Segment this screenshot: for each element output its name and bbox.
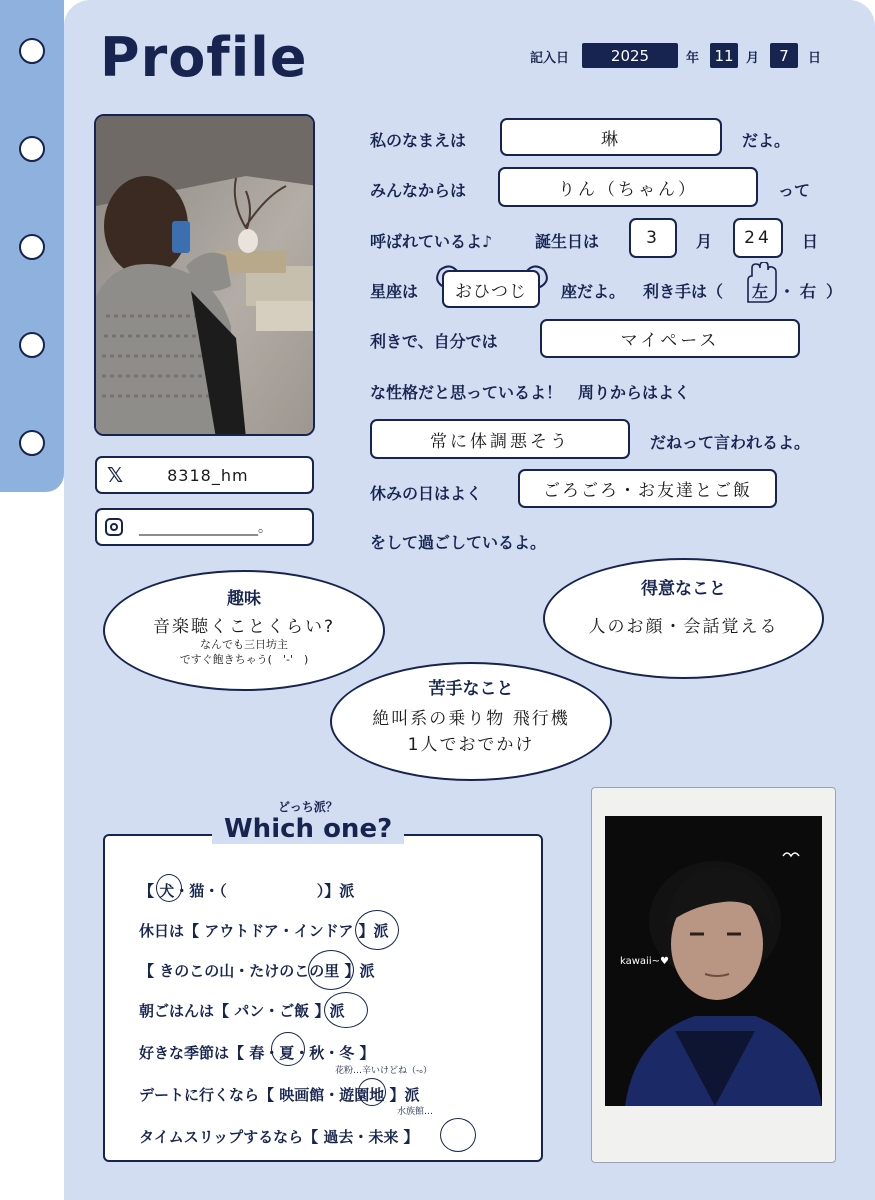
choice-circle (358, 1078, 386, 1106)
birth-month-field: 3 (629, 218, 677, 258)
birth-day-field: 24 (733, 218, 783, 258)
date-label: 記入日 (530, 51, 570, 66)
profile-photo (94, 114, 315, 436)
holiday-suffix: をして過ごしているよ。 (370, 533, 547, 552)
bad-at-bubble (330, 662, 612, 781)
instagram-logo-icon (105, 518, 123, 536)
binder-hole (19, 38, 45, 64)
day-unit: 日 (808, 51, 822, 66)
personality-field: マイペース (540, 319, 800, 358)
which-row: デートに行くなら【 映画館・遊園地 】派 (139, 1086, 420, 1104)
x-handle: 8318_hm (167, 465, 249, 485)
choice-circle (440, 1118, 476, 1152)
choice-circle (355, 910, 399, 950)
which-one-title: Which one? (212, 814, 404, 844)
year-unit: 年 (686, 51, 700, 66)
hobby-heading: 趣味 (227, 589, 261, 609)
season-note: 花粉…辛いけどね（-ₒ） (335, 1066, 432, 1076)
which-row: 【 きのこの山・たけのこの里 】派 (139, 962, 375, 980)
instagram-account-box[interactable] (95, 508, 314, 546)
binder-hole (19, 234, 45, 260)
called-text: 呼ばれているよ♪ (370, 232, 493, 251)
zodiac-prefix: 星座は (370, 282, 419, 301)
hand-label: 利き手は（ (643, 282, 724, 301)
name-suffix: だよ。 (742, 131, 791, 150)
hand-close: ） (826, 282, 843, 301)
birthday-label: 誕生日は (535, 232, 600, 251)
hand-left: 左 (752, 282, 769, 301)
date-day: 7 (770, 43, 798, 68)
choice-circle (271, 1032, 305, 1066)
name-field: 琳 (500, 118, 722, 156)
others-suffix: だねって言われるよ。 (650, 433, 811, 452)
nickname-prefix: みんなからは (370, 181, 467, 200)
holiday-field: ごろごろ・お友達とご飯 (518, 469, 777, 508)
holiday-prefix: 休みの日はよく (370, 484, 483, 503)
good-at-bubble (543, 558, 824, 679)
x-logo-icon: 𝕏 (107, 463, 124, 487)
personality-suffix: な性格だと思っているよ！ 周りからはよく (370, 383, 691, 402)
which-row: 【 犬・猫・（ ）】派 (139, 882, 355, 900)
hand-right: 右 (800, 282, 817, 301)
month-unit: 月 (746, 51, 760, 66)
zodiac-field: おひつじ (442, 270, 540, 308)
hobby-sub2: ですぐ飽きちゃう( '-' ) (179, 653, 309, 666)
good-at-text: 人のお顔・会話覚える (588, 617, 779, 637)
binder-hole (19, 430, 45, 456)
personality-prefix: 利きで、自分では (370, 332, 498, 351)
choice-circle (324, 992, 368, 1028)
hobby-sub1: なんでも三日坊主 (200, 638, 288, 651)
choice-circle (308, 950, 354, 990)
polaroid-frame (591, 787, 836, 1163)
which-row: 休日は【 アウトドア・インドア 】派 (139, 922, 389, 940)
which-row: タイムスリップするなら【 過去・未来 】 (139, 1128, 419, 1146)
which-one-panel (103, 834, 543, 1162)
others-say-field: 常に体調悪そう (370, 419, 630, 459)
date-year: 2025 (582, 43, 678, 68)
which-row: 朝ごはんは【 パン・ご飯 】派 (139, 1002, 345, 1020)
bad-at-line1: 絶叫系の乗り物 飛行機 (372, 709, 570, 729)
which-one-small-title: どっち派？ (278, 800, 338, 814)
hand-dot: ・ (779, 282, 796, 301)
good-at-heading: 得意なこと (641, 579, 726, 599)
date-month: 11 (710, 43, 738, 68)
name-prefix: 私のなまえは (370, 131, 467, 150)
hobby-bubble (103, 570, 385, 691)
binder-hole (19, 136, 45, 162)
bad-at-heading: 苦手なこと (428, 679, 514, 699)
polaroid-doodle: kawaii~♥ (620, 956, 669, 967)
binder-hole (19, 332, 45, 358)
nickname-suffix: って (778, 181, 811, 200)
birth-month-unit: 月 (696, 232, 713, 251)
which-row: 好きな季節は【 春・夏・秋・冬 】 (139, 1044, 375, 1062)
zodiac-suffix: 座だよ。 (561, 282, 626, 301)
bad-at-line2: 1人でおでかけ (407, 735, 535, 755)
instagram-handle: _________________。 (139, 520, 272, 536)
date-note: 水族館… (397, 1107, 434, 1117)
page-title: Profile (100, 26, 308, 89)
choice-circle (156, 874, 182, 902)
x-account-box[interactable] (95, 456, 314, 494)
nickname-field: りん（ちゃん） (498, 167, 758, 207)
birth-day-unit: 日 (802, 232, 819, 251)
hobby-main: 音楽聴くことくらい? (152, 617, 336, 637)
